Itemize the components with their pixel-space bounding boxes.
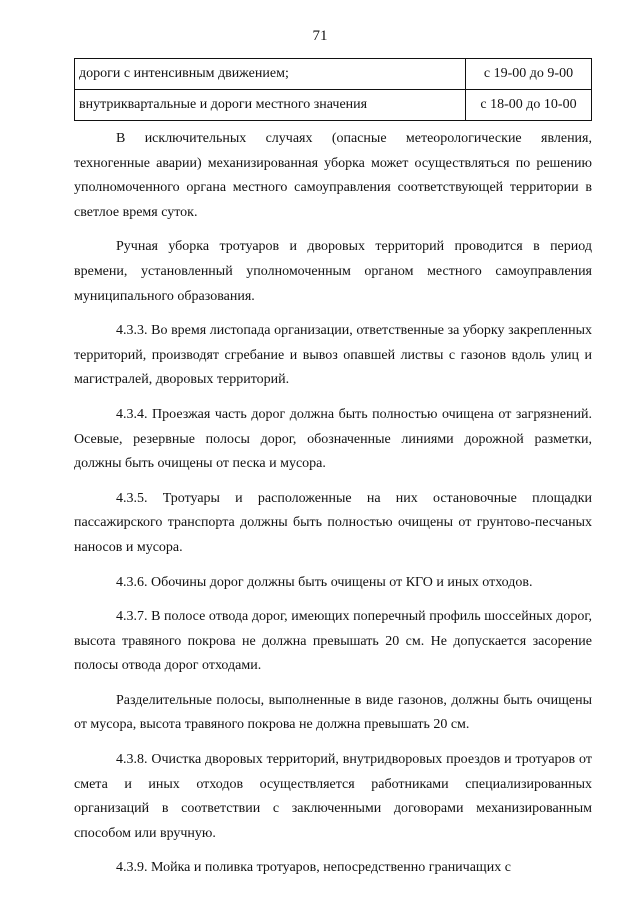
paragraph-dividing-strips: Разделительные полосы, выполненные в виде газонов, должны быть очищены от мусора, высота травяного покрова не должна превышать 20 см.: [74, 692, 592, 733]
cleaning-schedule-table: [74, 58, 592, 121]
page-number: 71: [312, 28, 328, 44]
paragraph-manual-cleaning: Ручная уборка тротуаров и дворовых территорий проводится в период времени, установленный уполномоченным органом местного самоуправления муниципального образования.: [74, 239, 592, 304]
paragraph-4-3-7: 4.3.7. В полосе отвода дорог, имеющих поперечный профиль шоссейных дорог, высота травяного покрова не должна превышать 20 см. Не допускается засорение полосы отвода дорог отходами.: [74, 609, 592, 674]
table-row: [75, 90, 592, 121]
paragraph-4-3-9: 4.3.9. Мойка и поливка тротуаров, непосредственно граничащих с: [116, 860, 511, 876]
table-row: [75, 59, 592, 90]
road-type-cell: дороги с интенсивным движением;: [75, 59, 466, 90]
time-range-cell: с 19-00 до 9-00: [466, 59, 592, 90]
road-type-cell: внутриквартальные и дороги местного значения: [75, 90, 466, 121]
paragraph-4-3-5: 4.3.5. Тротуары и расположенные на них остановочные площадки пассажирского транспорта должны быть полностью очищены от грунтово-песчаных наносов и мусора.: [74, 490, 592, 555]
document-body: [74, 127, 592, 891]
paragraph-4-3-8: 4.3.8. Очистка дворовых территорий, внутридворовых проездов и тротуаров от смета и иных отходов осуществляется работниками специализированных организаций в соответствии с заключенными договорами механизированным способом или вручную.: [74, 752, 592, 841]
time-range-cell: с 18-00 до 10-00: [466, 90, 592, 121]
paragraph-exceptional-cases: В исключительных случаях (опасные метеорологические явления, техногенные аварии) механизированная уборка может осуществляться по решению уполномоченного органа местного самоуправления соответствующей территории в светлое время суток.: [74, 131, 592, 220]
paragraph-4-3-6: 4.3.6. Обочины дорог должны быть очищены от КГО и иных отходов.: [116, 574, 533, 590]
paragraph-4-3-4: 4.3.4. Проезжая часть дорог должна быть полностью очищена от загрязнений. Осевые, резервные полосы дорог, обозначенные линиями дорожной разметки, должны быть очищены от песка и мусора.: [74, 406, 592, 472]
paragraph-4-3-3: 4.3.3. Во время листопада организации, ответственные за уборку закрепленных территорий, производят сгребание и вывоз опавшей листвы с газонов вдоль улиц и магистралей, дворовых территорий.: [74, 323, 592, 388]
